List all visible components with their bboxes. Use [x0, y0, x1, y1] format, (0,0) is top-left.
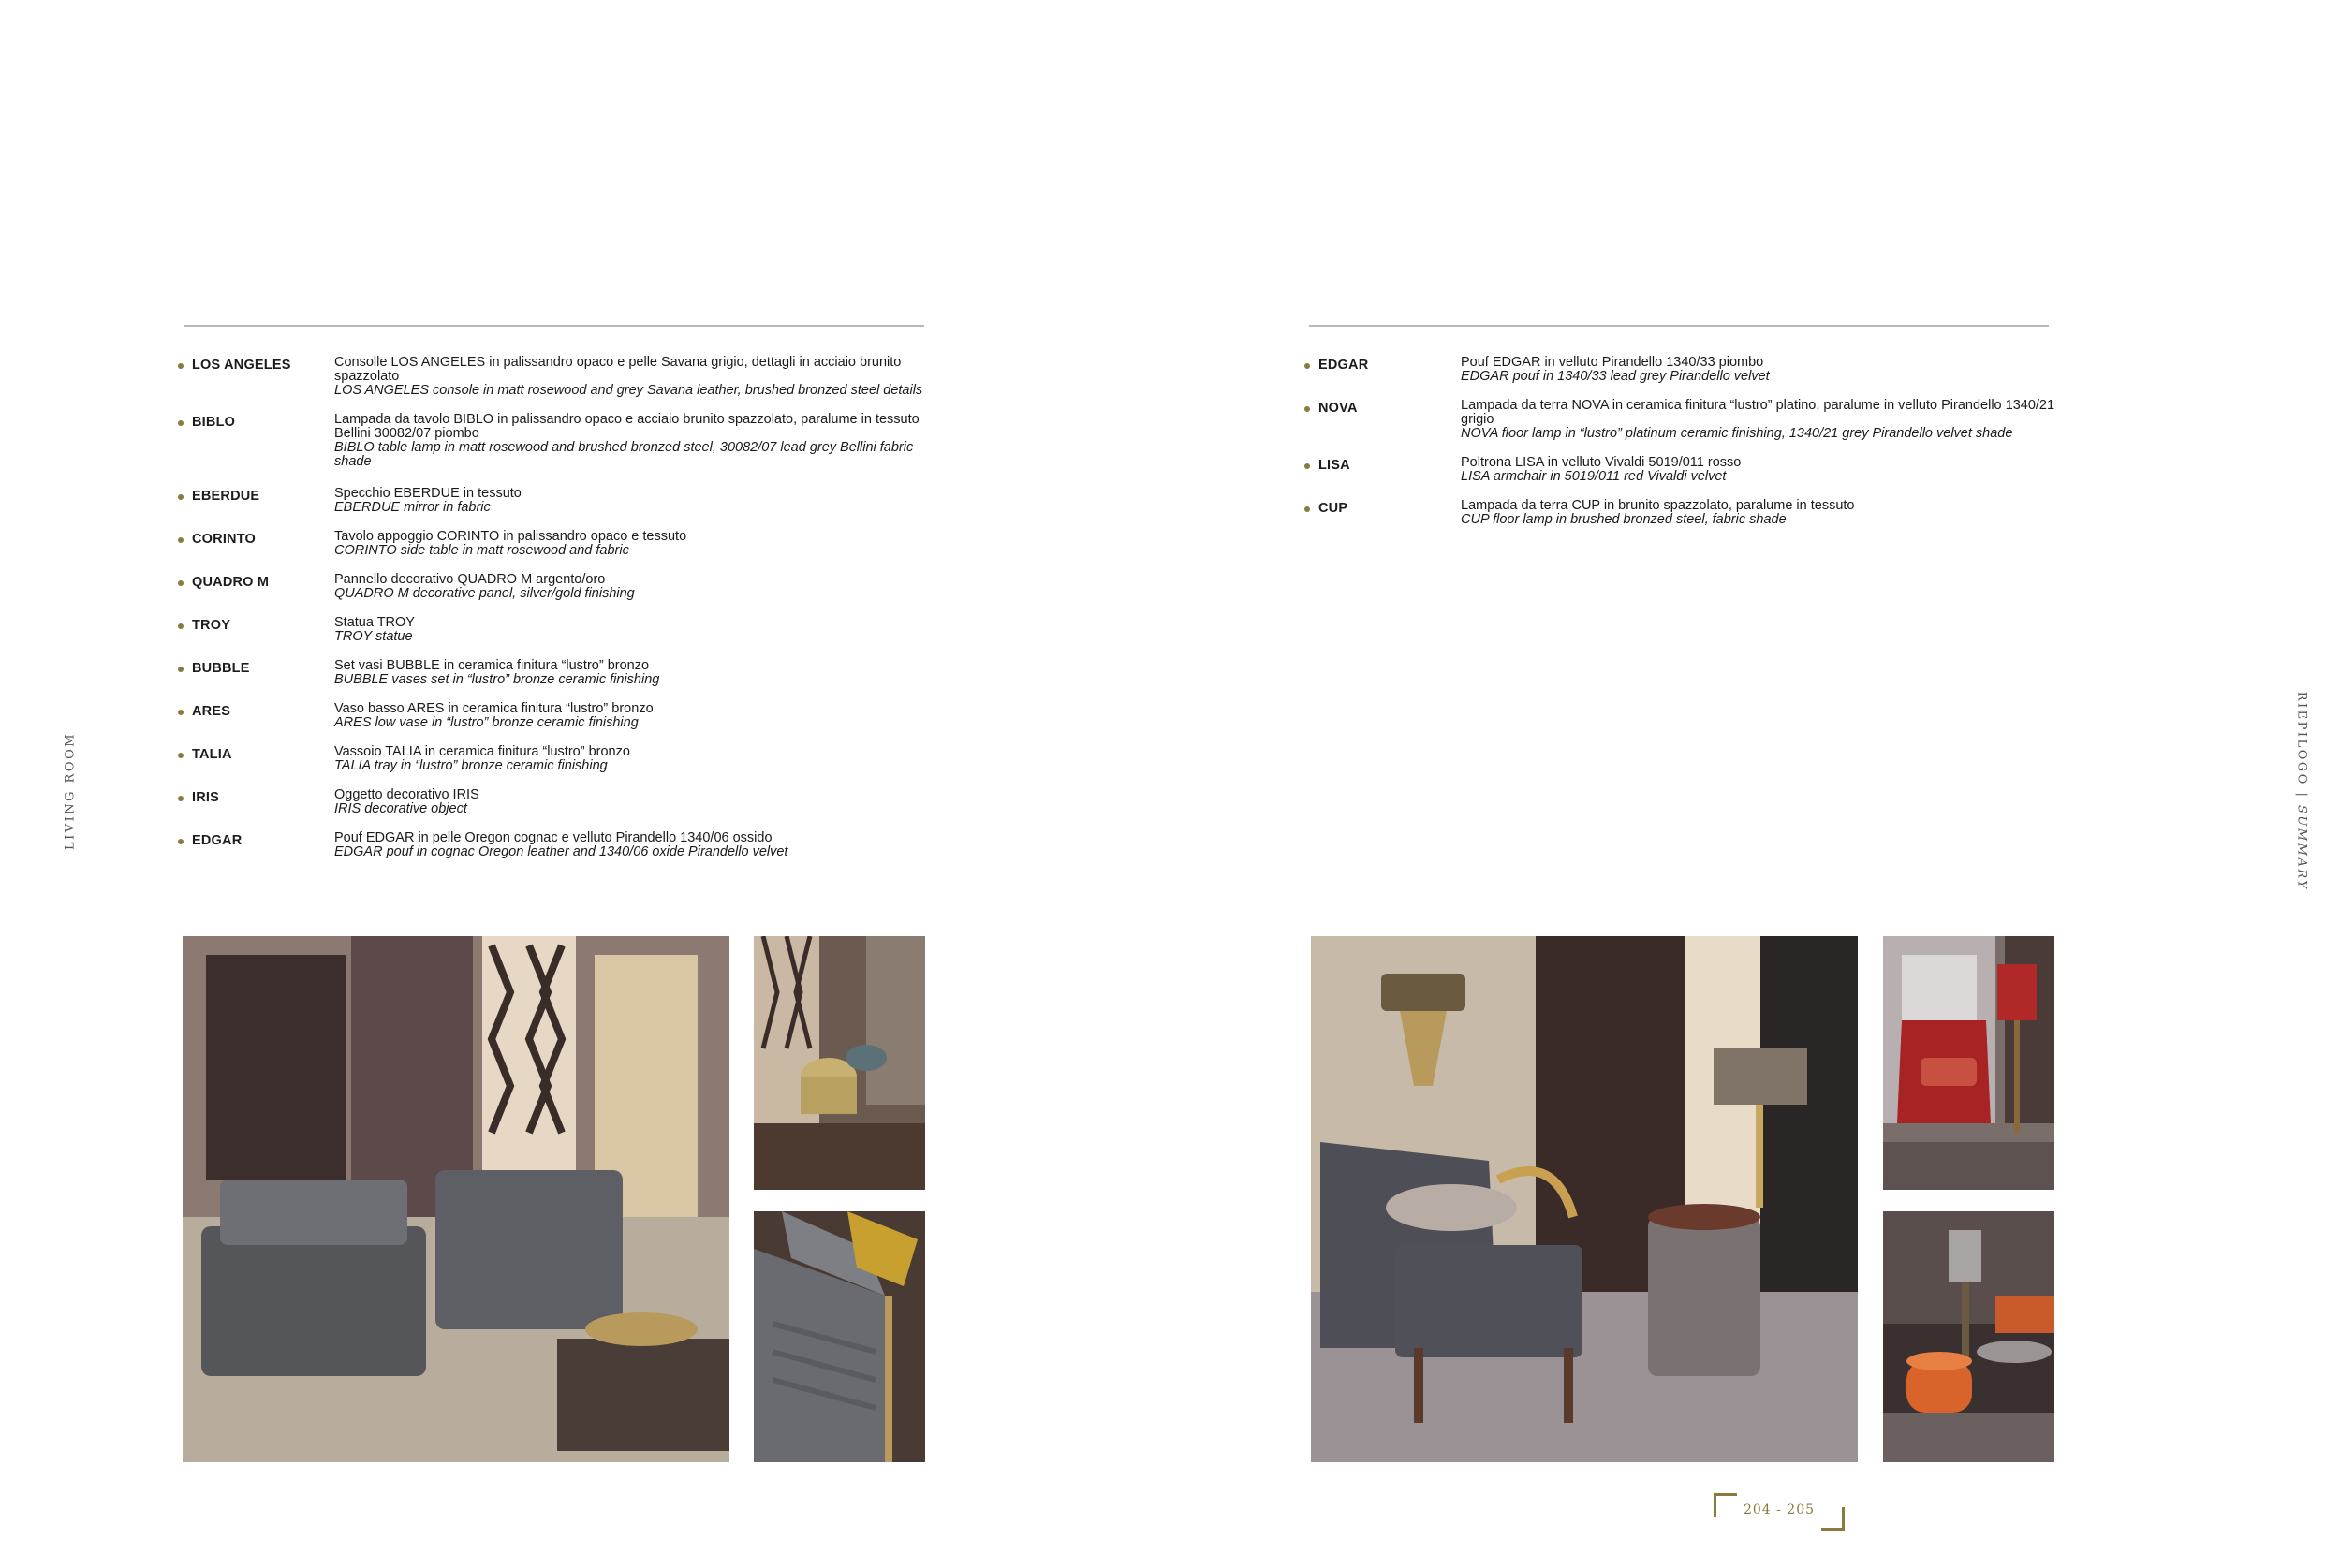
bullet-dot: [178, 796, 184, 801]
description-italian: Statua TROY: [334, 615, 415, 630]
description-english: TALIA tray in “lustro” bronze ceramic finishing: [334, 758, 608, 773]
product-item: [192, 831, 932, 859]
bullet-dot: [178, 363, 184, 369]
product-item: [192, 788, 932, 816]
page-number: [1714, 1493, 1845, 1531]
description-italian: Oggetto decorativo IRIS: [334, 787, 479, 802]
side-label-summary-main: RIEPILOGO |: [2294, 691, 2309, 805]
bullet-dot: [178, 537, 184, 543]
description-english: LOS ANGELES console in matt rosewood and grey Savana leather, brushed bronzed steel details: [334, 383, 923, 398]
description-italian: Pouf EDGAR in pelle Oregon cognac e velluto Pirandello 1340/06 ossido: [334, 830, 773, 845]
product-description: [334, 659, 932, 687]
description-italian: Pouf EDGAR in velluto Pirandello 1340/33 piombo: [1461, 355, 1764, 370]
product-item: [1318, 456, 2058, 484]
product-item: [192, 616, 932, 644]
product-description: [1461, 399, 2058, 441]
product-description: [334, 831, 932, 859]
product-name: NOVA: [1318, 401, 1358, 416]
product-name: TALIA: [192, 747, 232, 762]
description-italian: Lampada da tavolo BIBLO in palissandro opaco e acciaio brunito spazzolato, paralume in tessuto Bellini 30082/07 piombo: [334, 412, 920, 441]
product-item: [192, 745, 932, 773]
product-description: [1461, 356, 2058, 384]
bullet-dot: [1304, 463, 1310, 469]
bullet-dot: [178, 753, 184, 758]
product-item: [192, 702, 932, 730]
description-english: QUADRO M decorative panel, silver/gold finishing: [334, 586, 635, 601]
product-item: [1318, 499, 2058, 527]
description-italian: Specchio EBERDUE in tessuto: [334, 486, 522, 501]
product-name: TROY: [192, 618, 231, 633]
left-product-list: [192, 356, 932, 859]
product-description: [334, 788, 932, 816]
description-english: LISA armchair in 5019/011 red Vivaldi velvet: [1461, 469, 1727, 484]
product-description: [334, 616, 932, 644]
description-italian: Set vasi BUBBLE in ceramica finitura “lustro” bronzo: [334, 658, 650, 673]
bullet-dot: [1304, 363, 1310, 369]
description-italian: Pannello decorativo QUADRO M argento/oro: [334, 572, 606, 587]
product-description: [334, 530, 932, 558]
description-english: ARES low vase in “lustro” bronze ceramic finishing: [334, 715, 639, 730]
side-label-summary: [2295, 692, 2309, 891]
bullet-dot: [178, 839, 184, 844]
photo-pouf-detail: [754, 936, 925, 1190]
product-name: EDGAR: [192, 833, 243, 848]
description-italian: Lampada da terra NOVA in ceramica finitura “lustro” platino, paralume in velluto Pirandello 1340/21 grigio: [1461, 398, 2055, 427]
description-english: CUP floor lamp in brushed bronzed steel, fabric shade: [1461, 512, 1787, 527]
product-name: EBERDUE: [192, 489, 260, 504]
product-item: [192, 413, 932, 469]
product-name: QUADRO M: [192, 575, 270, 590]
description-english: BUBBLE vases set in “lustro” bronze ceramic finishing: [334, 672, 660, 687]
product-item: [1318, 356, 2058, 384]
photo-sofa-detail: [754, 1211, 925, 1462]
product-name: BUBBLE: [192, 661, 250, 676]
product-description: [1461, 499, 2058, 527]
description-english: BIBLO table lamp in matt rosewood and brushed bronzed steel, 30082/07 lead grey Bellini fabric shade: [334, 440, 914, 469]
product-name: LISA: [1318, 458, 1350, 473]
description-italian: Vassoio TALIA in ceramica finitura “lustro” bronzo: [334, 744, 630, 759]
photo-cup-lamp-pouf: [1883, 1211, 2054, 1462]
left-top-rule: [184, 325, 924, 327]
bullet-dot: [178, 494, 184, 500]
product-item: [192, 487, 932, 515]
description-english: CORINTO side table in matt rosewood and fabric: [334, 543, 629, 558]
product-description: [1461, 456, 2058, 484]
product-description: [334, 356, 932, 398]
right-top-rule: [1309, 325, 2049, 327]
photo-living-room-sofas: [183, 936, 729, 1462]
bullet-dot: [178, 710, 184, 715]
product-name: CUP: [1318, 501, 1348, 516]
product-description: [334, 413, 932, 469]
photo-edgar-armchair: [1311, 936, 1858, 1462]
description-english: EDGAR pouf in 1340/33 lead grey Pirandello velvet: [1461, 369, 1770, 384]
description-italian: Poltrona LISA in velluto Vivaldi 5019/011 rosso: [1461, 455, 1742, 470]
photo-lisa-armchair: [1883, 936, 2054, 1190]
description-italian: Tavolo appoggio CORINTO in palissandro opaco e tessuto: [334, 529, 687, 544]
description-english: EDGAR pouf in cognac Oregon leather and 1340/06 oxide Pirandello velvet: [334, 844, 788, 859]
product-name: EDGAR: [1318, 358, 1369, 373]
side-label-summary-italic: SUMMARY: [2294, 804, 2309, 891]
product-description: [334, 487, 932, 515]
product-description: [334, 745, 932, 773]
bullet-dot: [1304, 406, 1310, 412]
description-english: TROY statue: [334, 629, 413, 644]
description-italian: Consolle LOS ANGELES in palissandro opaco e pelle Savana grigio, dettagli in acciaio brunito spazzolato: [334, 355, 902, 384]
product-description: [334, 573, 932, 601]
product-item: [1318, 399, 2058, 441]
product-name: CORINTO: [192, 532, 256, 547]
description-italian: Vaso basso ARES in ceramica finitura “lustro” bronzo: [334, 701, 654, 716]
product-item: [192, 573, 932, 601]
product-name: LOS ANGELES: [192, 358, 291, 373]
description-english: NOVA floor lamp in “lustro” platinum ceramic finishing, 1340/21 grey Pirandello velvet shade: [1461, 426, 2013, 441]
product-name: ARES: [192, 704, 231, 719]
description-english: EBERDUE mirror in fabric: [334, 500, 491, 515]
bullet-dot: [178, 623, 184, 629]
product-name: IRIS: [192, 790, 219, 805]
bullet-dot: [1304, 506, 1310, 512]
product-description: [334, 702, 932, 730]
bullet-dot: [178, 580, 184, 586]
right-product-list: [1318, 356, 2058, 527]
description-english: IRIS decorative object: [334, 801, 467, 816]
description-italian: Lampada da terra CUP in brunito spazzolato, paralume in tessuto: [1461, 498, 1855, 513]
side-label-living-room: LIVING ROOM: [63, 731, 78, 851]
bullet-dot: [178, 667, 184, 672]
product-item: [192, 356, 932, 398]
product-name: BIBLO: [192, 415, 236, 430]
product-item: [192, 530, 932, 558]
product-item: [192, 659, 932, 687]
page-number-text: 204 - 205: [1743, 1502, 1816, 1517]
bullet-dot: [178, 420, 184, 426]
